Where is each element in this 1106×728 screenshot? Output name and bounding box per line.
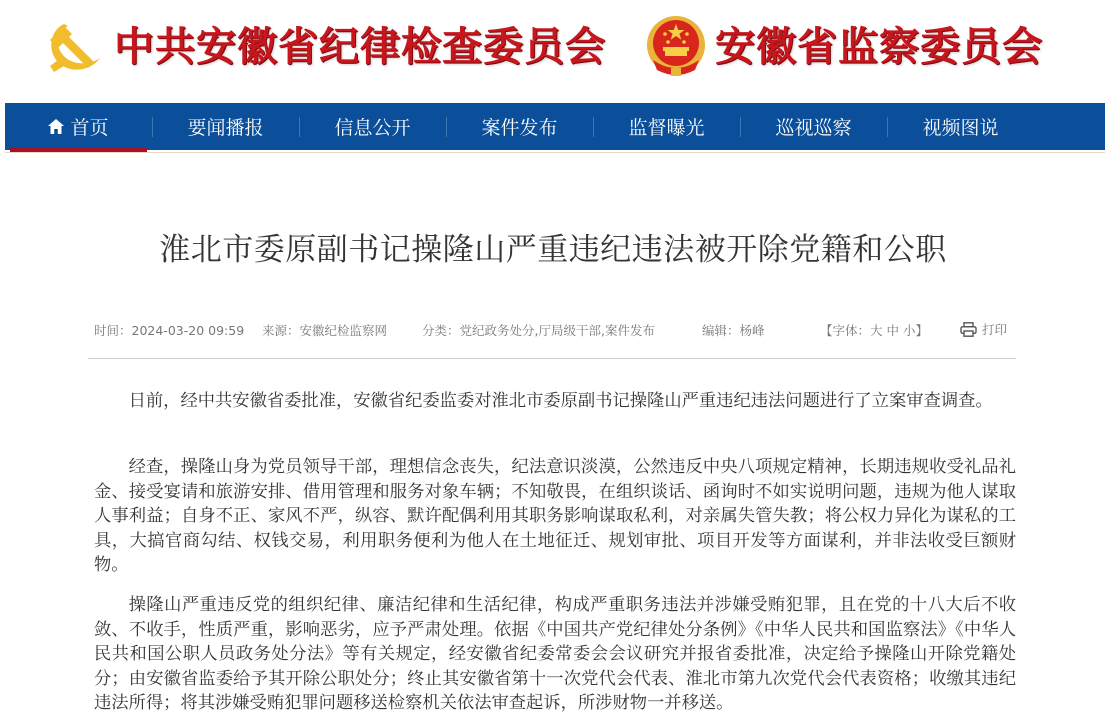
nav-divider xyxy=(5,152,1105,153)
editor: 编辑：杨峰 xyxy=(702,323,765,338)
ccdi-brand[interactable] xyxy=(42,14,606,80)
font-size-medium-button[interactable]: 中 xyxy=(886,323,900,338)
nav-item-inspection[interactable] xyxy=(740,103,887,150)
nav-label: 案件发布 xyxy=(481,117,558,139)
meta-divider xyxy=(88,358,1016,359)
ccdi-title: 中共安徽省纪律检查委员会 xyxy=(114,23,606,70)
nav-label: 要闻播报 xyxy=(187,117,264,139)
print-button[interactable] xyxy=(960,320,1007,338)
nsc-title: 安徽省监察委员会 xyxy=(715,23,1043,70)
source: 来源：安徽纪检监察网 xyxy=(262,323,388,338)
font-size-large-button[interactable]: 大 xyxy=(870,323,883,338)
article-paragraph: 经查，操隆山身为党员领导干部，理想信念丧失，纪法意识淡漠，公然违反中央八项规定精神，长期违规收受礼品礼金、接受宴请和旅游安排、借用管理和服务对象车辆；不知敬畏，在组织谈话、函询时不如实说明问题，违规为他人谋取人事利益；自身不正、家风不严，纵容、默许配偶利用其职务影响谋取私利，对亲属失管失教；将公权力异化为谋私的工具，大搞官商勾结、权钱交易，利用职务便利为他人在土地征迁、规划审批、项目开发等方面谋利，并非法收受巨额财物。 xyxy=(94,457,1016,575)
font-size-switcher xyxy=(820,321,928,339)
nav-label: 视频图说 xyxy=(922,117,999,139)
nav-item-home[interactable] xyxy=(5,103,152,150)
main-nav xyxy=(5,103,1105,150)
nav-label: 监督曝光 xyxy=(628,117,705,139)
party-emblem-icon xyxy=(42,14,108,80)
national-emblem-icon xyxy=(643,14,709,80)
article-title: 淮北市委原副书记操隆山严重违纪违法被开除党籍和公职 xyxy=(159,232,947,268)
font-size-small-button[interactable]: 小 xyxy=(903,323,916,338)
article-paragraph: 操隆山严重违反党的组织纪律、廉洁纪律和生活纪律，构成严重职务违法并涉嫌受贿犯罪，且在党的十八大后不收敛、不收手，性质严重，影响恶劣，应予严肃处理。依据《中国共产党纪律处分条例》《中华人民共和国监察法》《中华人民共和国公职人员政务处分法》等有关规定，经安徽省纪委常委会会议研究并报省委批准，决定给予操隆山开除党籍处分；由安徽省监委给予其开除公职处分；终止其安徽省第十一次党代会代表、淮北市第九次党代会代表资格；收缴其违纪违法所得；将其涉嫌受贿犯罪问题移送检察机关依法审查起诉，所涉财物一并移送。 xyxy=(94,595,1016,713)
nav-item-video[interactable] xyxy=(887,103,1034,150)
nav-item-exposure[interactable] xyxy=(593,103,740,150)
category: 分类：党纪政务处分,厅局级干部,案件发布 xyxy=(422,323,655,338)
font-size-label: 【字体： xyxy=(820,323,871,338)
nav-label: 巡视巡察 xyxy=(775,117,852,139)
font-size-close: 】 xyxy=(915,323,929,338)
site-header xyxy=(0,0,1106,100)
nav-label: 信息公开 xyxy=(334,117,411,139)
printer-icon xyxy=(960,322,977,337)
nav-label: 首页 xyxy=(70,117,109,139)
nsc-brand[interactable] xyxy=(643,14,1043,80)
article-paragraph: 日前，经中共安徽省委批准，安徽省纪委监委对淮北市委原副书记操隆山严重违纪违法问题进行了立案审查调查。 xyxy=(128,391,993,411)
publish-time: 时间：2024-03-20 09:59 xyxy=(94,323,245,338)
nav-item-cases[interactable] xyxy=(446,103,593,150)
nav-item-disclosure[interactable] xyxy=(299,103,446,150)
nav-item-news[interactable] xyxy=(152,103,299,150)
print-label: 打印 xyxy=(982,322,1008,337)
home-icon xyxy=(48,119,64,134)
